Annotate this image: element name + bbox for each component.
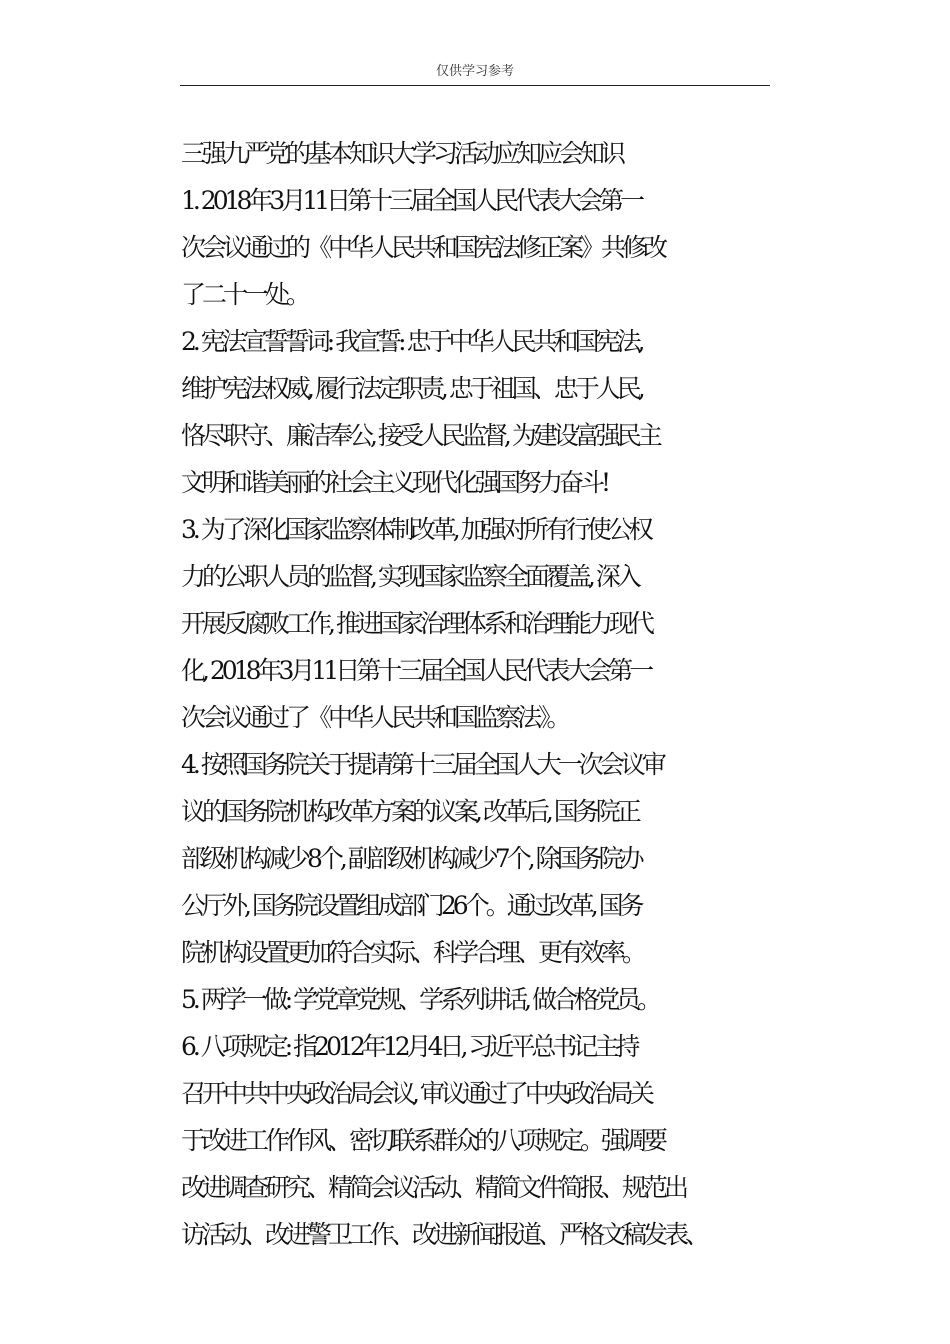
text-line: 4. 按照国务院关于提请第十三届全国人大一次会议审 [181,750,663,779]
text-line: 部级机构减少8个, 副部级机构减少7个, 除国务院办 [181,844,641,873]
text-line: 访活动、改进警卫工作、改进新闻报道、严格文稿发表、 [181,1220,707,1249]
text-line: 2. 宪法宣誓誓词: 我宣誓: 忠于中华人民共和国宪法, [181,327,642,356]
text-line: 于改进工作作风、密切联系群众的八项规定。强调要 [181,1126,665,1155]
text-line: 开展反腐败工作, 推进国家治理体系和治理能力现代 [181,609,651,638]
page-header [180,64,770,86]
text-line: 院机构设置更加符合实际、科学合理、更有效率。 [181,938,644,967]
document-body [181,130,781,1258]
text-line: 维护宪法权威, 履行法定职责, 忠于祖国、忠于人民, [181,374,642,403]
text-line: 了二十一处。 [181,280,308,309]
text-line: 召开中共中央政治局会议, 审议通过了中央政治局关 [181,1079,651,1108]
text-line: 化, 2018年3月11日第十三届全国人民代表大会第一 [181,656,651,685]
text-line: 文明和谐美丽的社会主义现代化强国努力奋斗! [181,468,608,497]
document-title: 三强九严党的基本知识大学习活动应知应会知识 [181,139,623,168]
text-line: 3. 为了深化国家监察体制改革, 加强对所有行使公权 [181,515,650,544]
text-line: 6. 八项规定: 指2012年12月4日, 习近平总书记主持 [181,1032,637,1061]
text-line: 次会议通过了《中华人民共和国监察法》。 [181,703,568,732]
text-line: 公厅外, 国务院设置组成部门26个。通过改革, 国务 [181,891,641,920]
text-line: 5. 两学一做: 学党章党规、学系列讲话, 做合格党员。 [181,985,659,1014]
text-line: 力的公职人员的监督, 实现国家监察全面覆盖, 深入 [181,562,638,591]
text-line: 1. 2018年3月11日第十三届全国人民代表大会第一 [181,186,642,215]
header-text: 仅供学习参考 [435,64,514,79]
text-line: 恪尽职守、廉洁奉公, 接受人民监督, 为建设富强民主 [181,421,659,450]
text-line: 改进调查研究、精简会议活动、精简文件简报、规范出 [181,1173,686,1202]
text-line: 议的国务院机构改革方案的议案, 改革后, 国务院正 [181,797,638,826]
text-line: 次会议通过的《中华人民共和国宪法修正案》共修改 [181,233,665,262]
